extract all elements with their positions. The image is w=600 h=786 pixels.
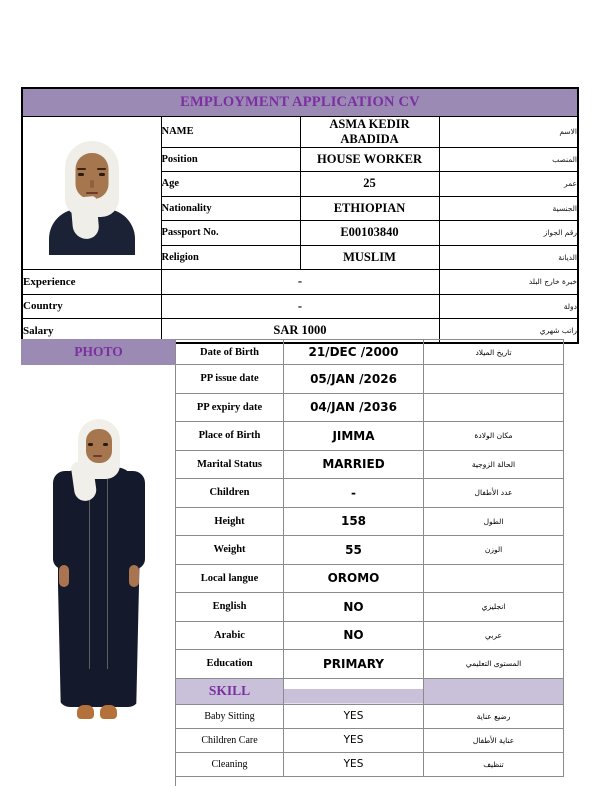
document-title-cell <box>22 88 578 116</box>
skill-value-baby-sitting: YES <box>284 704 424 728</box>
skill-label-cleaning: Cleaning <box>176 752 284 776</box>
field-value-country: - <box>161 294 439 319</box>
title-row <box>22 88 578 116</box>
field-arabic-local-langue <box>424 564 564 593</box>
portrait-photo-image <box>46 131 138 255</box>
field-value-date-of-birth: 21/DEC /2000 <box>284 340 424 365</box>
field-arabic-name: الاسم <box>439 116 578 147</box>
skill-header-spacer-middle <box>284 678 424 704</box>
fullbody-eye-left <box>88 443 93 446</box>
table-row <box>22 294 578 319</box>
photo-header-cell <box>22 340 176 365</box>
field-label-pp-expiry-date: PP expiry date <box>176 393 284 422</box>
fullbody-photo-cell <box>22 365 176 777</box>
field-value-passport-no: E00103840 <box>300 221 439 246</box>
skill-label-children-care: Children Care <box>176 728 284 752</box>
field-value-english: NO <box>284 593 424 622</box>
skill-label-baby-sitting: Baby Sitting <box>176 704 284 728</box>
field-label-date-of-birth: Date of Birth <box>176 340 284 365</box>
portrait-photo-cell <box>22 116 161 270</box>
field-label-nationality: Nationality <box>161 196 300 221</box>
skill-header-spacer-arabic <box>424 678 564 704</box>
field-value-pp-issue-date: 05/JAN /2026 <box>284 365 424 394</box>
table-row <box>22 270 578 295</box>
table-column-divider-tail <box>175 752 176 786</box>
field-value-experience: - <box>161 270 439 295</box>
skill-value-children-care: YES <box>284 728 424 752</box>
skill-value-cleaning: YES <box>284 752 424 776</box>
field-value-place-of-birth: JIMMA <box>284 422 424 451</box>
field-value-height: 158 <box>284 507 424 536</box>
page-title: EMPLOYMENT APPLICATION CV <box>180 94 420 111</box>
field-arabic-children: عدد الأطفال <box>424 479 564 508</box>
field-value-name: ASMA KEDIR ABADIDA <box>300 116 439 147</box>
field-value-local-langue: OROMO <box>284 564 424 593</box>
applicant-details-table <box>21 339 564 777</box>
fullbody-eye-right <box>103 443 108 446</box>
field-arabic-education: المستوى التعليمي <box>424 650 564 679</box>
field-value-age: 25 <box>300 172 439 197</box>
field-value-pp-expiry-date: 04/JAN /2036 <box>284 393 424 422</box>
field-arabic-marital-status: الحالة الزوجية <box>424 450 564 479</box>
portrait-eye-left <box>78 173 84 176</box>
field-label-arabic: Arabic <box>176 621 284 650</box>
field-arabic-pp-expiry-date <box>424 393 564 422</box>
fullbody-hand-left <box>59 565 69 587</box>
field-label-experience: Experience <box>22 270 161 295</box>
field-value-position: HOUSE WORKER <box>300 147 439 172</box>
field-arabic-nationality: الجنسية <box>439 196 578 221</box>
field-label-height: Height <box>176 507 284 536</box>
portrait-mouth <box>86 192 98 195</box>
field-label-marital-status: Marital Status <box>176 450 284 479</box>
field-arabic-place-of-birth: مكان الولادة <box>424 422 564 451</box>
field-value-marital-status: MARRIED <box>284 450 424 479</box>
fullbody-seam-right <box>107 479 108 669</box>
field-value-religion: MUSLIM <box>300 245 439 270</box>
fullbody-mouth <box>93 455 102 457</box>
field-label-religion: Religion <box>161 245 300 270</box>
field-arabic-english: انجليزي <box>424 593 564 622</box>
field-label-pp-issue-date: PP issue date <box>176 365 284 394</box>
field-label-weight: Weight <box>176 536 284 565</box>
field-arabic-experience: خبرة خارج البلد <box>439 270 578 295</box>
field-value-salary: SAR 1000 <box>161 319 439 344</box>
field-arabic-arabic: عربي <box>424 621 564 650</box>
fullbody-seam-left <box>89 479 90 669</box>
field-arabic-date-of-birth: تاريخ الميلاد <box>424 340 564 365</box>
field-label-english: English <box>176 593 284 622</box>
fullbody-hand-right <box>129 565 139 587</box>
field-label-age: Age <box>161 172 300 197</box>
table-row <box>22 365 564 394</box>
photo-header-row <box>22 340 564 365</box>
table-row <box>22 116 578 147</box>
fullbody-face-shape <box>86 429 112 463</box>
field-value-nationality: ETHIOPIAN <box>300 196 439 221</box>
fullbody-sandal-right <box>100 705 117 719</box>
field-value-children: - <box>284 479 424 508</box>
portrait-scarf-drape <box>70 196 100 240</box>
portrait-nose <box>90 180 94 188</box>
applicant-summary-table <box>21 87 579 344</box>
field-label-country: Country <box>22 294 161 319</box>
portrait-brow-right <box>97 168 106 170</box>
field-arabic-passport-no: رقم الجواز <box>439 221 578 246</box>
skill-arabic-baby-sitting: رضيع عناية <box>424 704 564 728</box>
field-arabic-religion: الديانة <box>439 245 578 270</box>
field-label-position: Position <box>161 147 300 172</box>
field-value-weight: 55 <box>284 536 424 565</box>
portrait-eye-right <box>99 173 105 176</box>
field-label-local-langue: Local langue <box>176 564 284 593</box>
photo-header-label: PHOTO <box>74 344 123 359</box>
field-label-salary: Salary <box>22 319 161 344</box>
field-arabic-salary: راتب شهري <box>439 319 578 344</box>
field-value-education: PRIMARY <box>284 650 424 679</box>
field-value-arabic: NO <box>284 621 424 650</box>
skill-arabic-children-care: عناية الأطفال <box>424 728 564 752</box>
field-label-place-of-birth: Place of Birth <box>176 422 284 451</box>
field-arabic-pp-issue-date <box>424 365 564 394</box>
field-arabic-country: دولة <box>439 294 578 319</box>
skill-header-label: SKILL <box>208 683 251 698</box>
portrait-brow-left <box>77 168 86 170</box>
field-label-education: Education <box>176 650 284 679</box>
fullbody-sandal-left <box>77 705 94 719</box>
field-label-name: NAME <box>161 116 300 147</box>
fullbody-photo-image <box>37 405 161 735</box>
skill-arabic-cleaning: تنظيف <box>424 752 564 776</box>
field-label-passport-no: Passport No. <box>161 221 300 246</box>
fullbody-abaya-shape <box>58 467 140 707</box>
field-arabic-height: الطول <box>424 507 564 536</box>
field-label-children: Children <box>176 479 284 508</box>
field-arabic-weight: الوزن <box>424 536 564 565</box>
field-arabic-position: المنصب <box>439 147 578 172</box>
skill-header-cell <box>176 678 284 704</box>
field-arabic-age: عمر <box>439 172 578 197</box>
